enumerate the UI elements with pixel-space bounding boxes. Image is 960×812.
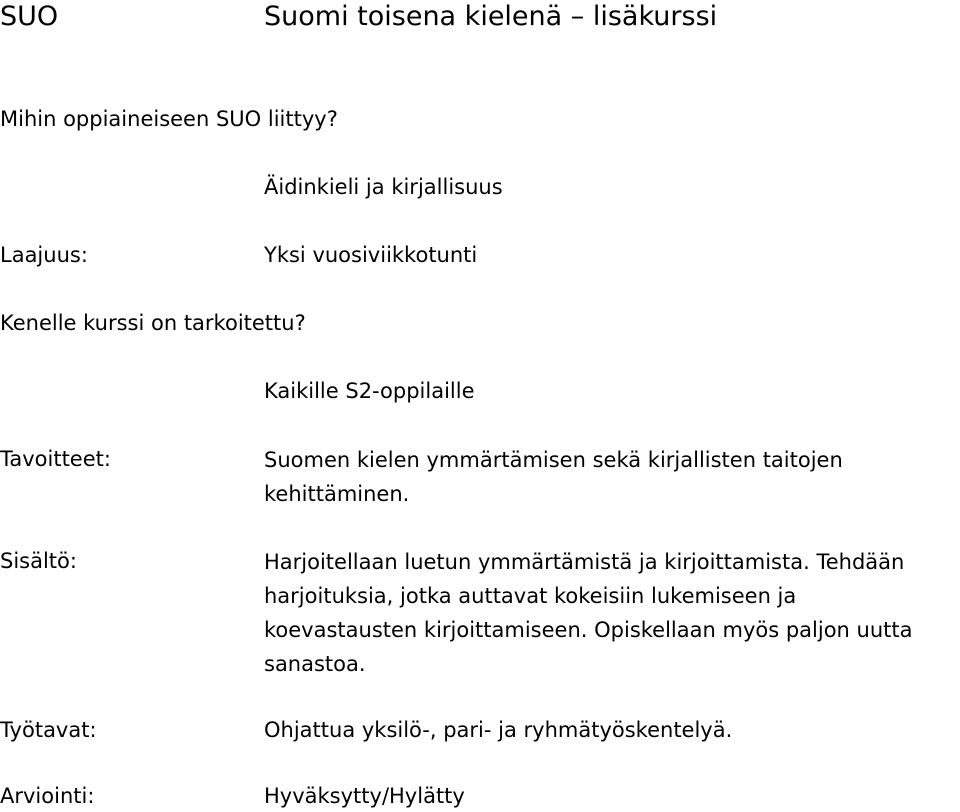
assessment-value: Hyväksytty/Hylätty xyxy=(264,784,465,808)
goals-label: Tavoitteet: xyxy=(0,447,111,471)
content-value: Harjoitellaan luetun ymmärtämistä ja kirjoittamista. Tehdään harjoituksia, jotka auttavat kokeisiin lukemiseen ja koevastausten kirjoittamiseen. Opiskellaan myös paljon uutta sanastoa. xyxy=(264,550,913,676)
methods-value: Ohjattua yksilö-, pari- ja ryhmätyöskentelyä. xyxy=(264,718,733,742)
subject-question: Mihin oppiaineiseen SUO liittyy? xyxy=(0,107,338,131)
content-label: Sisältö: xyxy=(0,549,77,573)
methods-label: Työtavat: xyxy=(0,718,97,742)
goals-value: Suomen kielen ymmärtämisen sekä kirjallisten taitojen kehittäminen. xyxy=(264,448,843,506)
audience-answer: Kaikille S2-oppilaille xyxy=(264,379,475,403)
course-code: SUO xyxy=(0,1,59,32)
course-title: Suomi toisena kielenä – lisäkurssi xyxy=(264,1,718,32)
subject-answer: Äidinkieli ja kirjallisuus xyxy=(264,175,503,199)
assessment-label: Arviointi: xyxy=(0,784,95,808)
audience-question: Kenelle kurssi on tarkoitettu? xyxy=(0,311,306,335)
scope-label: Laajuus: xyxy=(0,243,88,267)
scope-value: Yksi vuosiviikkotunti xyxy=(264,243,478,267)
